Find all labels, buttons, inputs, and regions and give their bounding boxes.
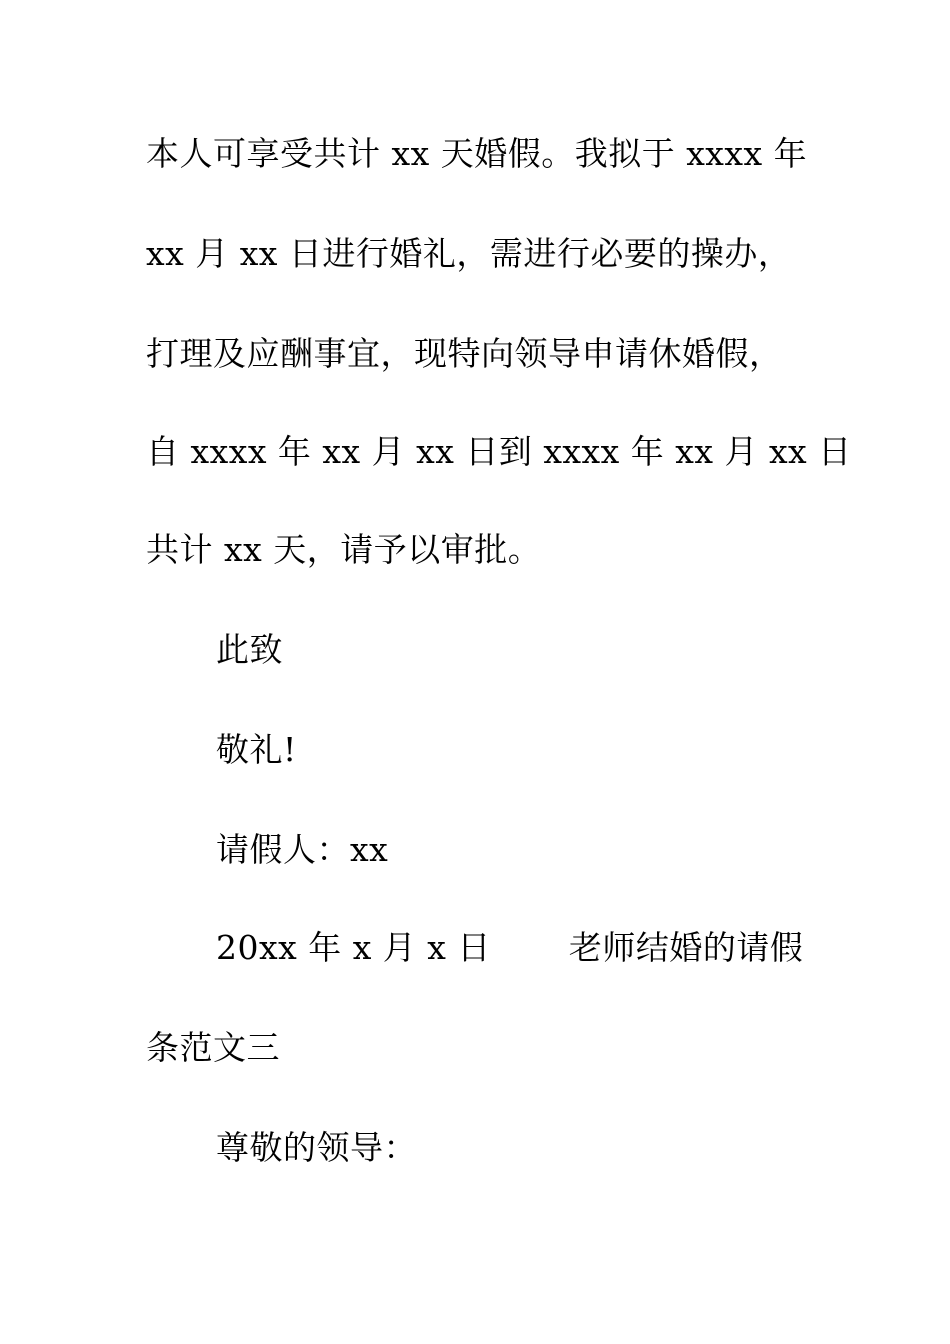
date-and-title-line: 20xx 年 x 月 x 日 老师结婚的请假 (216, 928, 804, 967)
body-line-1: 本人可享受共计 xx 天婚假。我拟于 xxxx 年 (146, 134, 808, 173)
applicant-line: 请假人：xx (216, 830, 389, 869)
body-line-2: xx 月 xx 日进行婚礼，需进行必要的操办， (146, 234, 792, 273)
closing-line-2: 敬礼! (216, 730, 297, 769)
body-line-4: 自 xxxx 年 xx 月 xx 日到 xxxx 年 xx 月 xx 日 (146, 432, 852, 471)
closing-line-1: 此致 (216, 630, 283, 669)
salutation-line: 尊敬的领导： (216, 1128, 417, 1167)
body-line-5: 共计 xx 天，请予以审批。 (146, 530, 542, 569)
next-title-continuation: 条范文三 (146, 1028, 280, 1067)
body-line-3: 打理及应酬事宜，现特向领导申请休婚假， (146, 334, 783, 373)
